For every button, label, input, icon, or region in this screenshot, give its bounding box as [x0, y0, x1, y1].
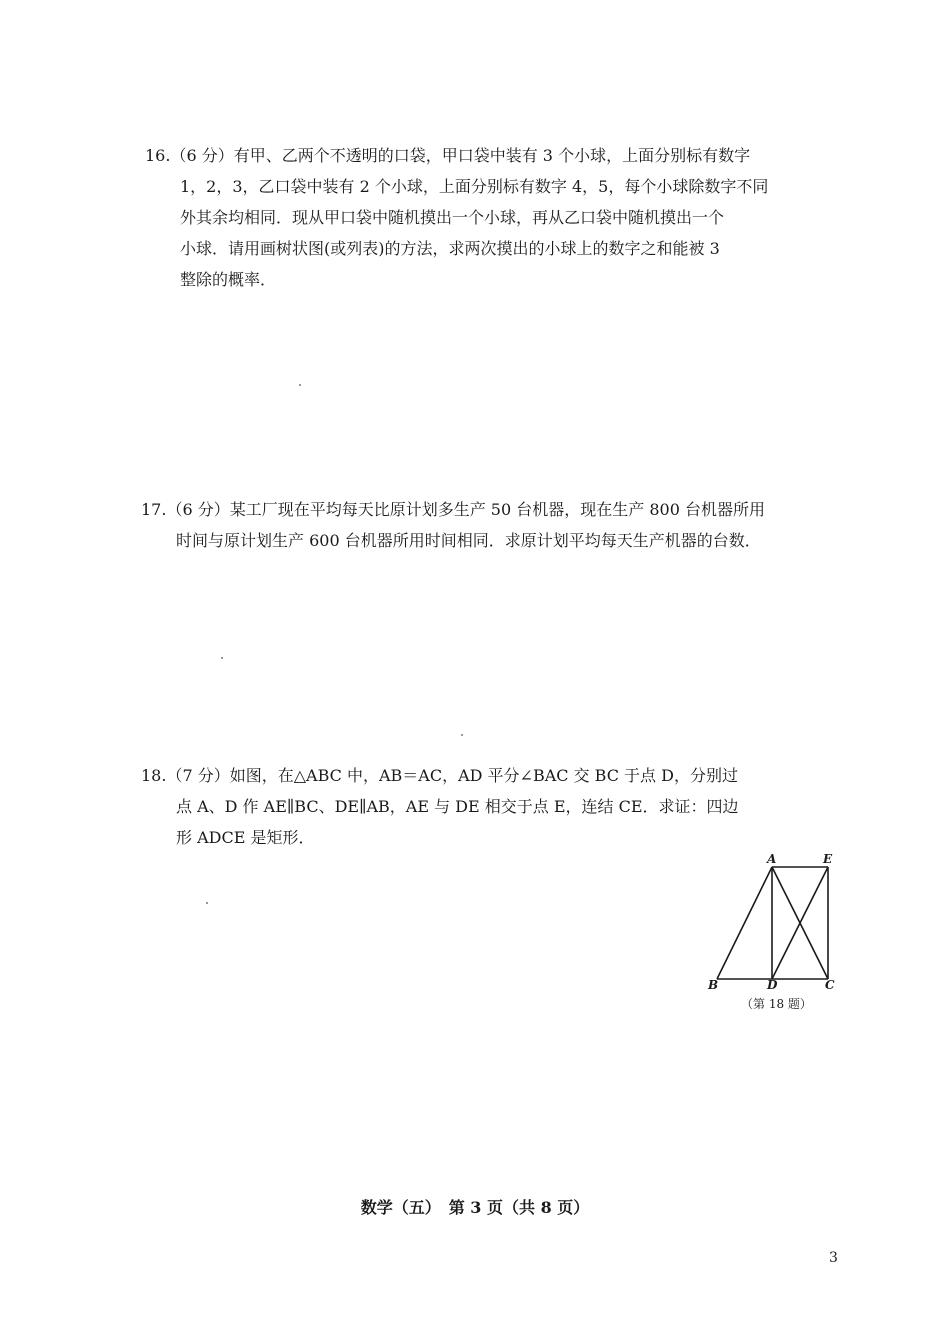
question-16-line-1: 16.（6 分）有甲、乙两个不透明的口袋，甲口袋中装有 3 个小球，上面分别标有数字	[145, 140, 768, 171]
question-16-line-4: 小球．请用画树状图(或列表)的方法，求两次摸出的小球上的数字之和能被 3	[180, 239, 720, 258]
segment-ab	[717, 867, 772, 979]
label-d: D	[767, 978, 778, 992]
geometry-diagram	[705, 852, 845, 992]
question-18	[141, 760, 739, 853]
question-17-line-1: 17.（6 分）某工厂现在平均每天比原计划多生产 50 台机器，现在生产 800 台机器所用	[141, 494, 765, 525]
page-footer: 数学（五） 第 3 页（共 8 页）	[360, 1198, 590, 1217]
label-b: B	[708, 978, 719, 992]
question-16-line-5: 整除的概率．	[180, 270, 277, 289]
label-a: A	[767, 852, 777, 866]
scan-speck	[206, 902, 208, 904]
question-18-number: 18.	[141, 766, 167, 785]
question-16-line-2: 1，2，3，乙口袋中装有 2 个小球，上面分别标有数字 4，5，每个小球除数字不同	[180, 177, 769, 196]
page-number: 3	[829, 1250, 838, 1266]
figure-caption: （第 18 题）	[741, 997, 812, 1011]
question-17	[141, 494, 765, 556]
question-18-line-2: 点 A、D 作 AE∥BC、DE∥AB，AE 与 DE 相交于点 E，连结 CE．求证：四边	[176, 797, 739, 816]
question-16-number: 16.	[145, 146, 171, 165]
scan-speck	[461, 734, 463, 736]
question-18-line-3: 形 ADCE 是矩形．	[176, 828, 315, 847]
question-17-number: 17.	[141, 500, 167, 519]
question-16	[145, 140, 768, 295]
question-17-line-2: 时间与原计划生产 600 台机器所用时间相同．求原计划平均每天生产机器的台数．	[176, 531, 761, 550]
question-16-line-3: 外其余均相同．现从甲口袋中随机摸出一个小球，再从乙口袋中随机摸出一个	[180, 208, 725, 227]
question-18-line-1: 18.（7 分）如图，在△ABC 中，AB＝AC，AD 平分∠BAC 交 BC 于点 D，分别过	[141, 760, 739, 791]
figure-18	[705, 852, 845, 1017]
label-e: E	[823, 852, 833, 866]
scan-speck	[299, 384, 301, 386]
scan-speck	[221, 657, 223, 659]
label-c: C	[825, 978, 835, 992]
